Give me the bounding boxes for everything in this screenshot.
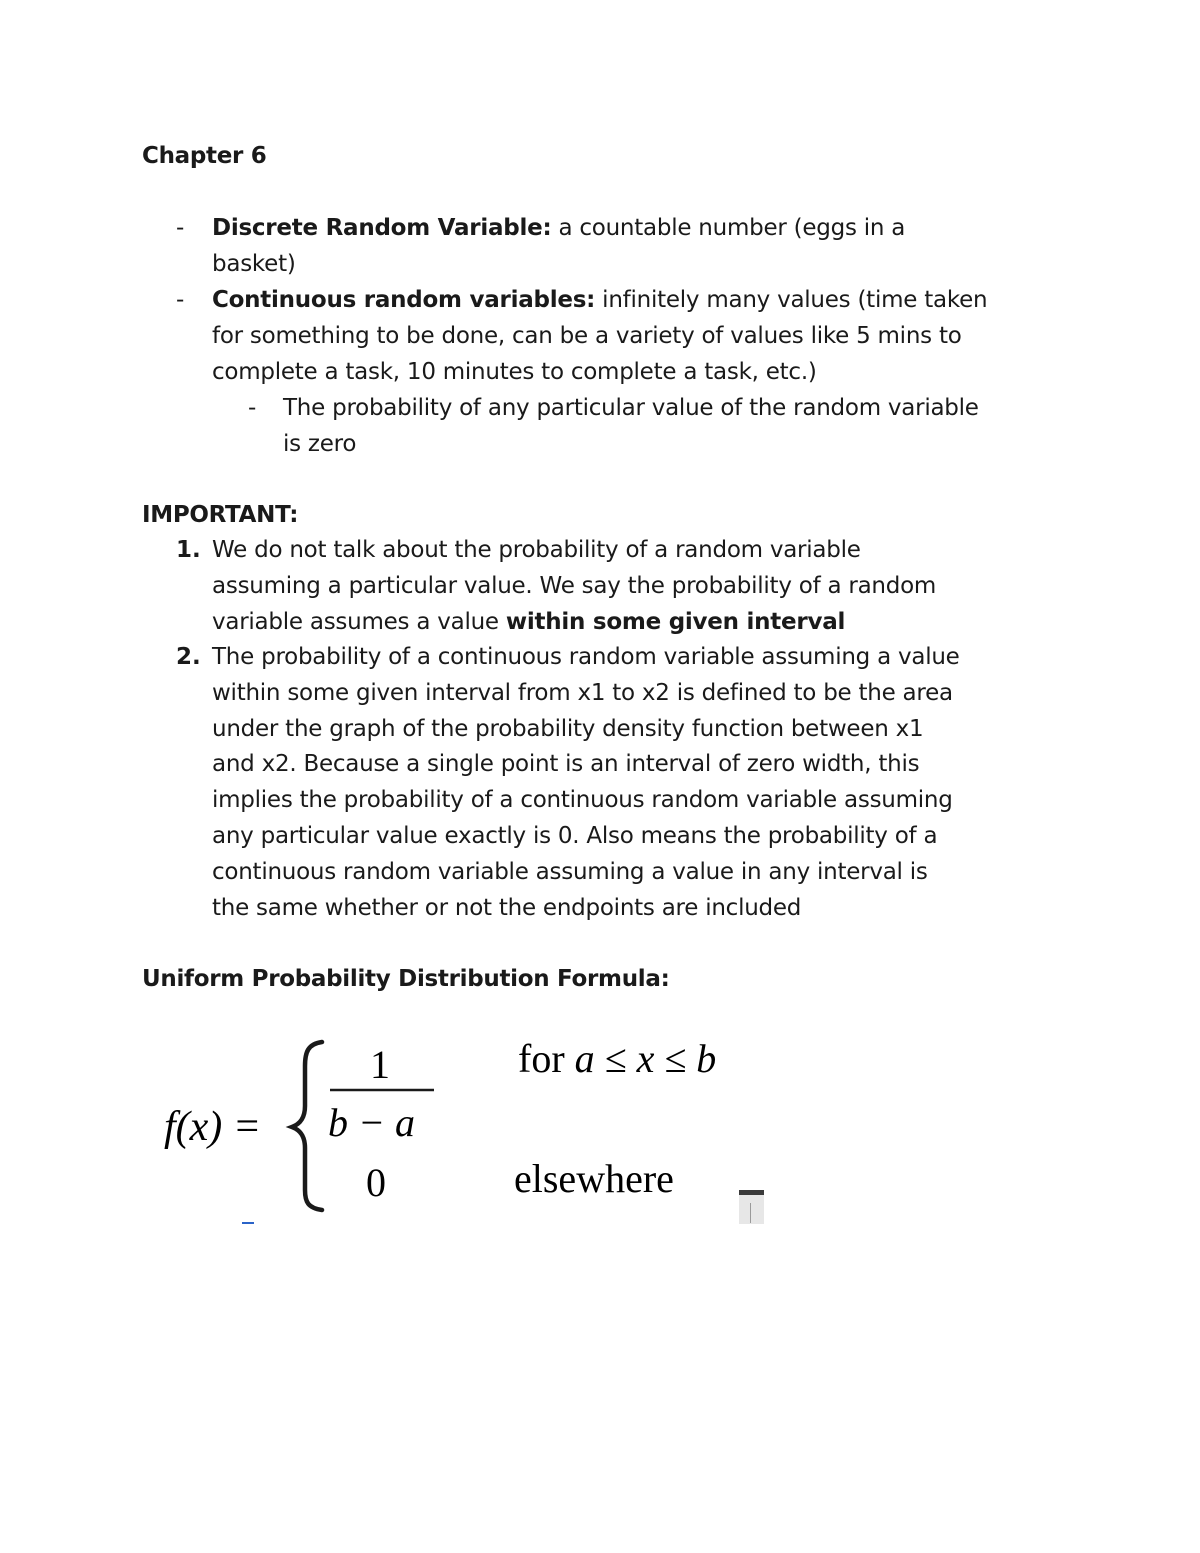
item-line: within some given interval from x1 to x2 is defined to be the area xyxy=(212,679,953,706)
bullet-dash: - xyxy=(176,287,185,313)
formula-numerator: 1 xyxy=(370,1042,390,1087)
item-line: The probability of a continuous random variable assuming a value xyxy=(212,644,960,670)
definition-continuous xyxy=(212,283,987,390)
formula-condition: for a ≤ x ≤ b xyxy=(518,1036,717,1081)
formula-denominator: b − a xyxy=(328,1100,415,1145)
definition-line: complete a task, 10 minutes to complete a task, etc.) xyxy=(212,358,817,385)
formula-zero: 0 xyxy=(366,1160,386,1205)
item-bold-text: within some given interval xyxy=(505,608,846,635)
definition-line xyxy=(212,211,905,247)
sub-definition xyxy=(283,391,979,463)
sub-bullet-dash: - xyxy=(248,395,257,421)
bullet-dash: - xyxy=(176,215,185,241)
item-line: continuous random variable assuming a value in any interval is xyxy=(212,858,928,885)
sub-line: is zero xyxy=(283,430,357,457)
list-number: 2. xyxy=(176,644,201,670)
uniform-heading: Uniform Probability Distribution Formula: xyxy=(142,966,670,992)
item-line: under the graph of the probability density function between x1 xyxy=(212,715,924,742)
important-heading: IMPORTANT: xyxy=(142,502,299,528)
definition-text: infinitely many values (time taken xyxy=(595,287,988,313)
text-cursor-mark xyxy=(242,1222,254,1224)
formula-svg xyxy=(150,1028,764,1224)
sub-line: The probability of any particular value of the random variable xyxy=(283,395,979,421)
term-continuous: Continuous random variables: xyxy=(212,287,596,313)
item-line: and x2. Because a single point is an interval of zero width, this xyxy=(212,751,920,778)
important-item-1 xyxy=(212,533,936,640)
curly-brace xyxy=(292,1042,322,1210)
uniform-formula-image xyxy=(150,1028,764,1224)
formula-lhs: f(x) = xyxy=(164,1104,262,1150)
item-line: the same whether or not the endpoints are included xyxy=(212,894,802,921)
important-item-2 xyxy=(212,640,960,926)
item-line: any particular value exactly is 0. Also means the probability of a xyxy=(212,822,938,849)
item-line: assuming a particular value. We say the probability of a random xyxy=(212,572,937,599)
item-text: variable assumes a value xyxy=(212,608,506,635)
definition-line: for something to be done, can be a variety of values like 5 mins to xyxy=(212,322,962,349)
definition-line: basket) xyxy=(212,250,296,277)
definition-discrete xyxy=(212,211,905,283)
definition-text: a countable number (eggs in a xyxy=(551,215,906,241)
item-line: implies the probability of a continuous random variable assuming xyxy=(212,787,953,814)
definition-line xyxy=(212,283,987,319)
item-line: We do not talk about the probability of a random variable xyxy=(212,537,861,563)
item-line xyxy=(212,605,936,641)
term-discrete: Discrete Random Variable: xyxy=(212,215,552,241)
formula-elsewhere: elsewhere xyxy=(514,1156,674,1201)
list-number: 1. xyxy=(176,537,201,563)
image-resize-handle xyxy=(739,1190,764,1224)
chapter-title: Chapter 6 xyxy=(142,143,267,169)
